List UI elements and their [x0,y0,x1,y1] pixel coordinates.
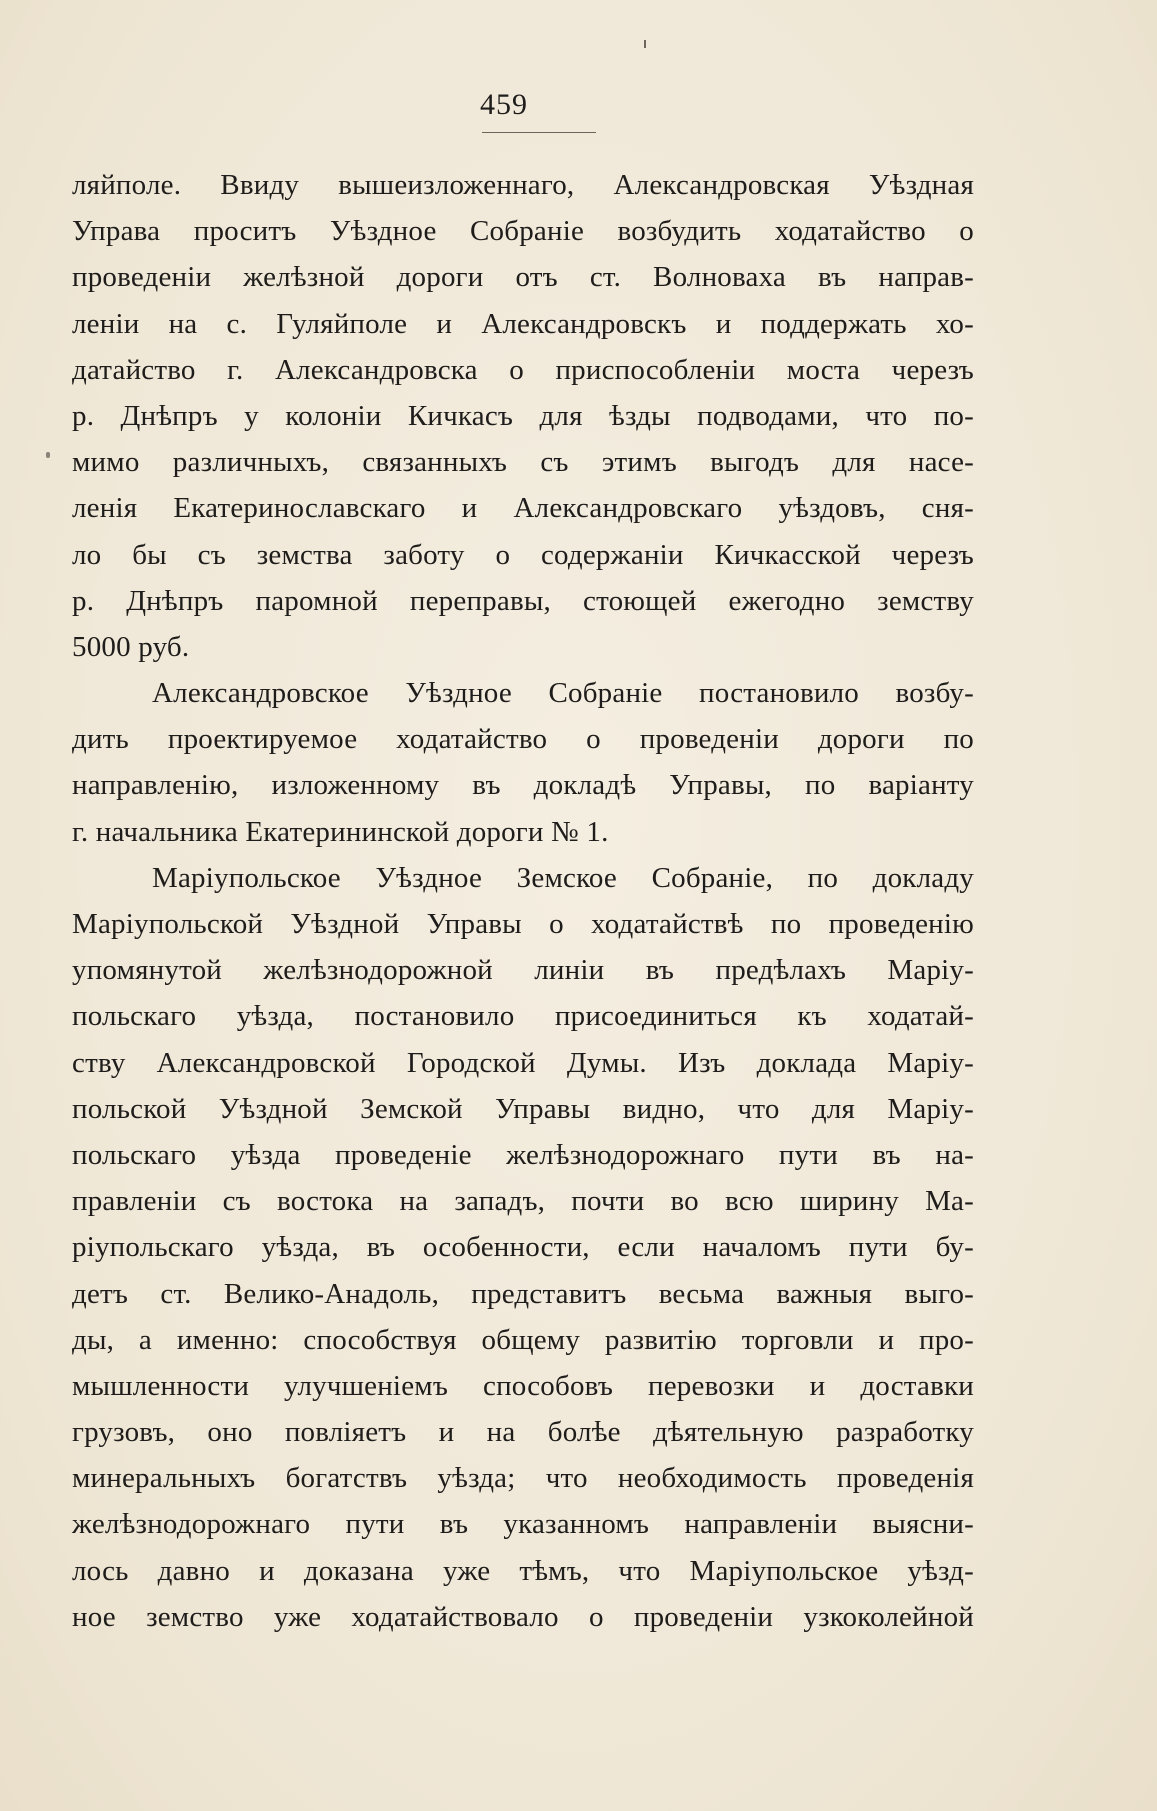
text-line: проведеніи желѣзной дороги отъ ст. Волноваха въ направ- [72,261,974,294]
text-line: желѣзнодорожнаго пути въ указанномъ направленіи выясни- [72,1508,974,1541]
text-line: ству Александровской Городской Думы. Изъ доклада Маріу- [72,1046,974,1079]
text-line: упомянутой желѣзнодорожной линіи въ предѣлахъ Маріу- [72,954,974,987]
text-line: ляйполе. Ввиду вышеизложеннаго, Александровская Уѣздная [72,169,974,201]
text-line: минеральныхъ богатствъ уѣзда; что необходимость проведенія [72,1462,974,1495]
text-line: детъ ст. Велико-Анадоль, представитъ весьма важныя выго- [72,1277,974,1310]
text-line: польской Уѣздной Земской Управы видно, что для Маріу- [72,1092,974,1125]
text-line: мимо различныхъ, связанныхъ съ этимъ выгодъ для насе- [72,446,974,479]
text-line: Маріупольской Уѣздной Управы о ходатайствѣ по проведенію [72,908,974,940]
margin-mark [46,452,50,458]
text-line: Александровское Уѣздное Собраніе постановило возбу- [152,677,974,710]
body-text [72,162,974,1640]
text-line: леніи на с. Гуляйполе и Александровскъ и поддержать хо- [72,307,974,340]
text-line: Маріупольское Уѣздное Земское Собраніе, по докладу [152,861,974,894]
text-line: р. Днѣпръ паромной переправы, стоющей ежегодно земству [72,584,974,617]
text-line: Управа проситъ Уѣздное Собраніе возбудить ходатайство о [72,215,974,248]
text-line: ленія Екатеринославскаго и Александровскаго уѣздовъ, сня- [72,492,974,525]
page-number-rule [482,132,596,133]
text-line: ное земство уже ходатайствовало о проведеніи узкоколейной [72,1600,974,1633]
text-line: польскаго уѣзда проведеніе желѣзнодорожнаго пути въ на- [72,1138,974,1171]
page-number: 459 [480,88,528,121]
text-line: г. начальника Екатерининской дороги № 1. [72,815,609,848]
text-line: мышленности улучшеніемъ способовъ перевозки и доставки [72,1369,974,1402]
text-line: р. Днѣпръ у колоніи Кичкасъ для ѣзды подводами, что по- [72,399,974,432]
text-line: грузовъ, оно повліяетъ и на болѣе дѣятельную разработку [72,1416,974,1449]
text-line: ло бы съ земства заботу о содержаніи Кичкасской черезъ [72,538,974,571]
text-line: польскаго уѣзда, постановило присоединиться къ ходатай- [72,1000,974,1033]
text-line: ды, а именно: способствуя общему развитію торговли и про- [72,1323,974,1356]
text-line: 5000 руб. [72,630,190,663]
text-line: лось давно и доказана уже тѣмъ, что Маріупольское уѣзд- [72,1554,974,1587]
text-line: направленію, изложенному въ докладѣ Управы, по варіанту [72,769,974,802]
text-line: правленіи съ востока на западъ, почти во всю ширину Ма- [72,1185,974,1218]
text-line: дить проектируемое ходатайство о проведеніи дороги по [72,723,974,756]
text-line: датайство г. Александровска о приспособленіи моста черезъ [72,353,974,386]
text-line: ріупольскаго уѣзда, въ особенности, если началомъ пути бу- [72,1231,974,1264]
ink-speck [644,40,646,48]
